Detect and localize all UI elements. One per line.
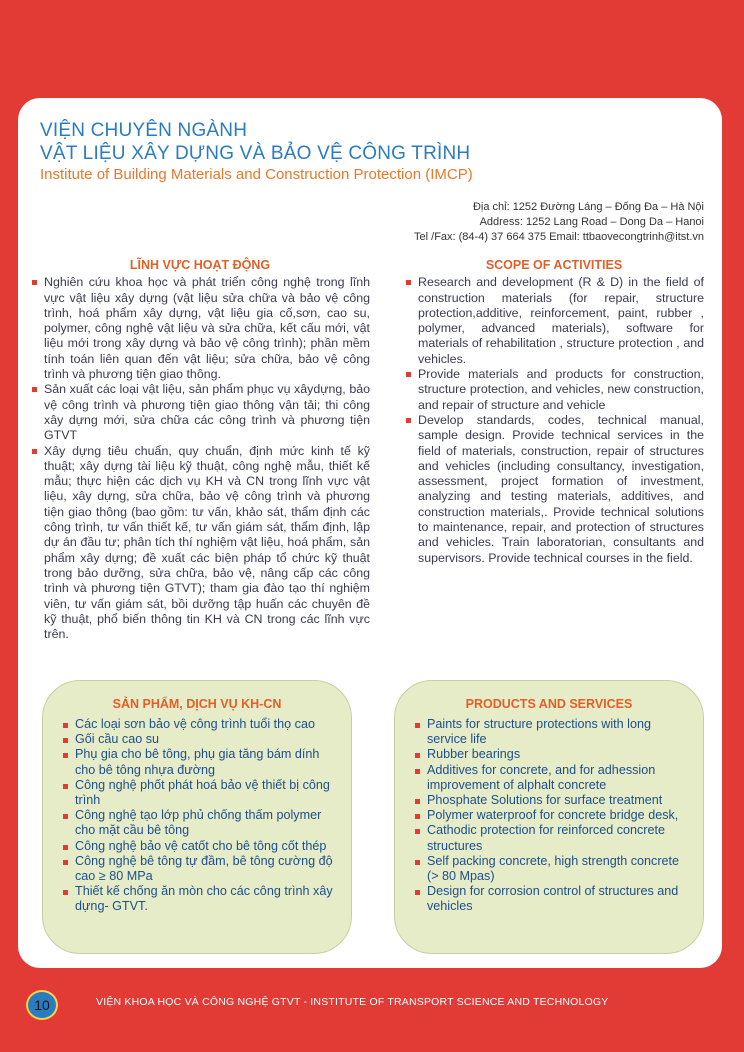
address-en: Address: 1252 Lang Road – Dong Da – Hanoi — [479, 216, 704, 228]
bullet-icon — [415, 814, 420, 819]
list-item: Nghiên cứu khoa học và phát triển công nghệ trong lĩnh vực vật liệu xây dựng (vật liệu sửa chữa và bảo vệ công trình, hoá phẩm xây dựng, vật liệu gia cố,sơn, cao su, polymer, công nghệ vật liệu và sửa chữa, kết cấu mới, vật liệu mới trong xây dựng và bảo vệ công trình); phần mềm tính toán liên quan đến vật liệu; sửa chữa, bảo vệ công trình và phương tiện giao thông. — [30, 275, 370, 382]
bullet-icon — [32, 387, 37, 392]
page-footer — [0, 985, 744, 1019]
products-vn-list — [43, 717, 351, 915]
page-title-line2: VẬT LIỆU XÂY DỰNG VÀ BẢO VỆ CÔNG TRÌNH — [40, 143, 471, 164]
list-item: Provide materials and products for construction, structure protection, and vehicles, new construction, and repair of structure and vehicle — [404, 367, 704, 413]
bullet-icon — [63, 738, 68, 743]
list-item: Research and development (R & D) in the field of construction materials (for repair, structure protection,additive, reinforcement, paint, rubber , polymer, advanced materials), software for materials of rehabilitation , structure protection , and vehicles. — [404, 275, 704, 367]
list-item: Phosphate Solutions for surface treatment — [413, 793, 689, 808]
bullet-icon — [415, 723, 420, 728]
list-item: Cathodic protection for reinforced concrete structures — [413, 823, 689, 853]
list-item: Rubber bearings — [413, 747, 689, 762]
bullet-icon — [415, 799, 420, 804]
activities-vn-section — [30, 258, 370, 642]
activities-en-section — [404, 258, 704, 566]
list-item: Develop standards, codes, technical manual, sample design. Provide technical services in the field of materials, construction, repair of structures and vehicles (including consultancy, investigation, assessment, project formation of investment, analyzing and testing materials, additives, and construction materials,. Provide technical solutions to maintenance, repair, and protection of structures and vehicles. Train laboratorian, consultants and supervisors. Provide technical courses in the field. — [404, 413, 704, 566]
list-item: Self packing concrete, high strength concrete (> 80 Mpas) — [413, 854, 689, 884]
bullet-icon — [63, 723, 68, 728]
bullet-icon — [415, 890, 420, 895]
bullet-icon — [63, 860, 68, 865]
bullet-icon — [406, 280, 411, 285]
address-vn: Địa chỉ: 1252 Đường Láng – Đống Đa – Hà Nội — [472, 201, 704, 213]
bullet-icon — [63, 784, 68, 789]
list-item: Gối cầu cao su — [61, 732, 337, 747]
activities-vn-heading: LĨNH VỰC HOẠT ĐỘNG — [129, 258, 271, 272]
activities-en-heading: SCOPE OF ACTIVITIES — [485, 258, 623, 272]
page-number-badge: 10 — [26, 990, 58, 1020]
list-item: Thiết kế chống ăn mòn cho các công trình xây dựng- GTVT. — [61, 884, 337, 914]
page-subtitle: Institute of Building Materials and Construction Protection (IMCP) — [40, 166, 473, 183]
products-vn-panel — [42, 680, 352, 954]
bullet-icon — [406, 372, 411, 377]
list-item: Polymer waterproof for concrete bridge desk, — [413, 808, 689, 823]
list-item: Công nghệ bê tông tự đầm, bê tông cường độ cao ≥ 80 MPa — [61, 854, 337, 884]
bullet-icon — [63, 753, 68, 758]
footer-text: VIỆN KHOA HỌC VÀ CÔNG NGHỆ GTVT - INSTITUTE OF TRANSPORT SCIENCE AND TECHNOLOGY — [96, 996, 609, 1008]
contact-info: Tel /Fax: (84-4) 37 664 375 Email: ttbaovecongtrinh@itst.vn — [414, 231, 704, 243]
list-item: Công nghệ phốt phát hoá bảo vệ thiết bị công trình — [61, 778, 337, 808]
list-item: Additives for concrete, and for adhession improvement of alphalt concrete — [413, 763, 689, 793]
bullet-icon — [406, 418, 411, 423]
products-vn-heading: SẢN PHẨM, DỊCH VỤ KH-CN — [112, 697, 282, 711]
list-item: Các loại sơn bảo vệ công trình tuổi thọ cao — [61, 717, 337, 732]
products-en-heading: PRODUCTS AND SERVICES — [465, 697, 633, 711]
list-item: Công nghệ tạo lớp phủ chống thấm polymer cho mặt cầu bê tông — [61, 808, 337, 838]
bullet-icon — [63, 890, 68, 895]
products-en-panel — [394, 680, 704, 954]
list-item: Design for corrosion control of structures and vehicles — [413, 884, 689, 914]
bullet-icon — [415, 860, 420, 865]
bullet-icon — [63, 814, 68, 819]
list-item: Paints for structure protections with long service life — [413, 717, 689, 747]
page-title-line1: VIỆN CHUYÊN NGÀNH — [40, 120, 248, 141]
list-item: Phụ gia cho bê tông, phụ gia tăng bám dính cho bê tông nhựa đường — [61, 747, 337, 777]
bullet-icon — [32, 449, 37, 454]
bullet-icon — [415, 769, 420, 774]
list-item: Công nghệ bảo vệ catốt cho bê tông cốt thép — [61, 839, 337, 854]
bullet-icon — [32, 280, 37, 285]
list-item: Sản xuất các loại vật liệu, sản phẩm phục vụ xâydựng, bảo vệ công trình và phương tiện giao thông vận tải; thi công xây dựng mới, sửa chữa các công trình và phương tiện GTVT — [30, 382, 370, 443]
products-en-list — [395, 717, 703, 915]
activities-vn-list — [30, 275, 370, 642]
bullet-icon — [415, 753, 420, 758]
bullet-icon — [415, 829, 420, 834]
bullet-icon — [63, 845, 68, 850]
list-item: Xây dựng tiêu chuẩn, quy chuẩn, định mức kinh tế kỹ thuật; xây dựng tài liệu kỹ thuật, công nghệ mẫu, thiết kế mẫu; thực hiện các dịch vụ KH và CN trong lĩnh vực vật liệu, xây dựng, sửa chữa, bảo vệ công trình và phương tiện giao thông (bao gồm: tư vấn, khảo sát, thẩm định các công trình, tư vấn thiết kế, tư vấn giám sát, thẩm định, lập dự án đầu tư; phân tích thí nghiệm vật liệu, hoá phẩm, sản phẩm xây dựng; đề xuất các biện pháp tổ chức kỹ thuật trong bảo dưỡng, sửa chữa, bảo vệ, nâng cấp các công trình và phương tiện GTVT); tham gia đào tạo thí nghiệm viên, tư vấn giám sát, bồi dưỡng tập huấn các chuyên đề kỹ thuật, phổ biến thông tin KH và CN trong các lĩnh vực trên. — [30, 444, 370, 643]
activities-en-list — [404, 275, 704, 566]
